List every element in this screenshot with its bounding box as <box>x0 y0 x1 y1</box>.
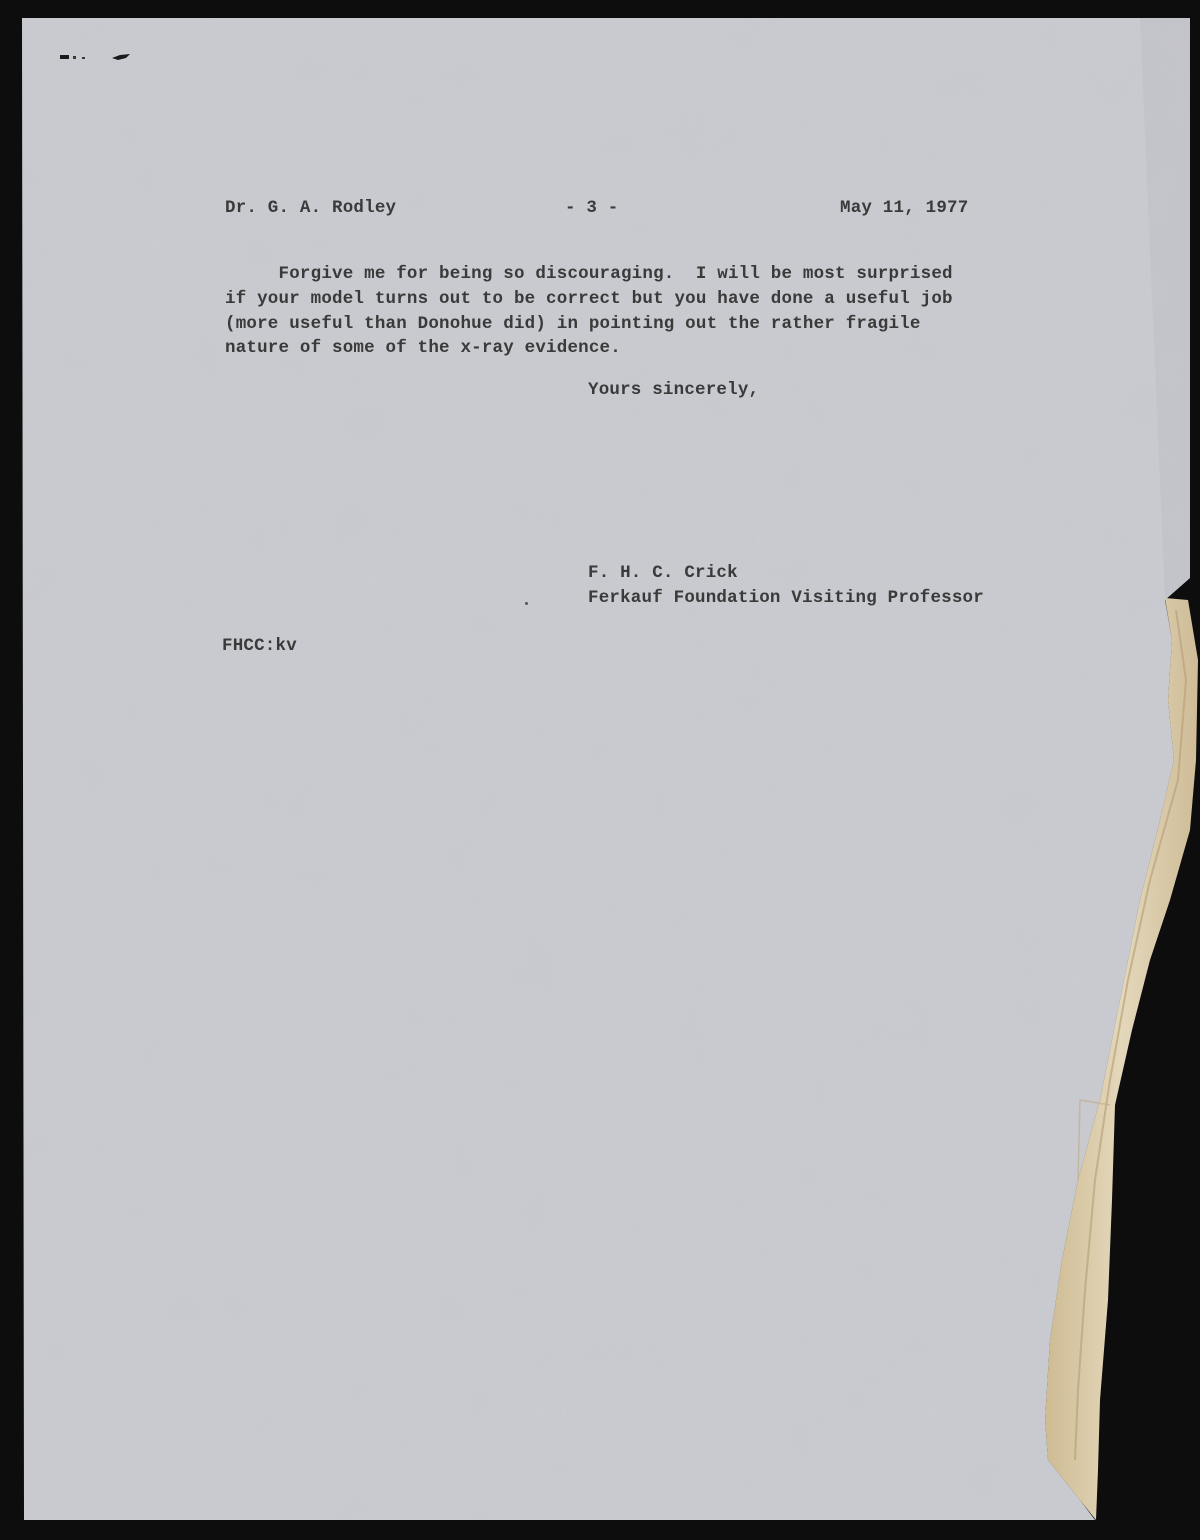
letter-date: May 11, 1977 <box>840 198 969 218</box>
signatory-title: Ferkauf Foundation Visiting Professor <box>588 588 984 608</box>
recipient-header: Dr. G. A. Rodley <box>225 198 397 218</box>
body-line: (more useful than Donohue did) in pointing out the rather fragile <box>225 314 921 334</box>
ink-smudge-mark <box>60 52 132 62</box>
body-line: nature of some of the x-ray evidence. <box>225 338 621 358</box>
body-line: Forgive me for being so discouraging. I will be most surprised <box>225 264 953 284</box>
reference-initials: FHCC:kv <box>222 636 297 656</box>
ink-speck <box>525 602 528 605</box>
page-number: - 3 - <box>565 198 619 218</box>
paper-grain <box>22 18 1190 1520</box>
closing-salutation: Yours sincerely, <box>588 380 760 400</box>
body-line: if your model turns out to be correct but you have done a useful job <box>225 289 953 309</box>
signatory-name: F. H. C. Crick <box>588 563 738 583</box>
